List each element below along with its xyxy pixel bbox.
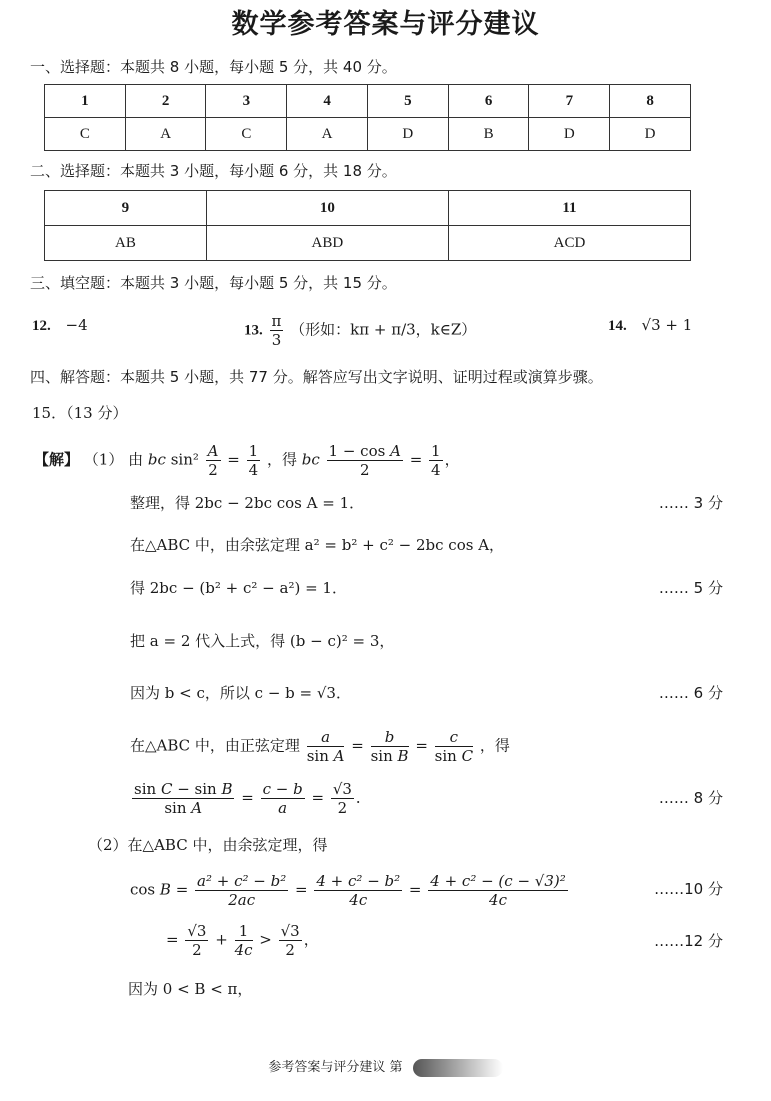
table2-cell: ACD	[448, 226, 690, 261]
q15-line-ineq: = $\frac{√3}{2}$ + $\frac{1}{4c}$ > $\frac{√3}{2}$ ，	[166, 922, 319, 959]
table1-header: 4	[287, 85, 368, 118]
table2-header: 11	[448, 191, 690, 226]
page-title: 数学参考答案与评分建议	[231, 9, 540, 40]
section-4-heading: 四、解答题：本题共 5 小题，共 77 分。解答应写出文字说明、证明过程或演算步骤。	[30, 368, 603, 386]
table1-cell: D	[529, 118, 610, 151]
q15-line-8: $\frac{\text{sin C − sin B}}{\text{sin A}}$ = $\frac{c - b}{a}$ = $\frac{√3}{2}$ ．	[134, 780, 371, 817]
q13-number: 13.	[244, 322, 263, 339]
table1-cell: D	[610, 118, 691, 151]
frac-cosB-2: $\frac{\text{4 + c² − b²}}{4c}$	[316, 872, 401, 909]
table1-cell: C	[206, 118, 287, 151]
score-3: …… 3 分	[658, 494, 723, 512]
table1-cell: B	[448, 118, 529, 151]
frac-sqrt3-2-b: $\frac{√3}{2}$	[280, 922, 300, 959]
table2-header: 9	[45, 191, 207, 226]
fill-q12	[32, 316, 88, 335]
q12-answer: −4	[65, 316, 88, 334]
frac-sqrt3-over-2: $\frac{√3}{2}$	[332, 780, 352, 817]
q15-line-9: 因为 0 < B < π，	[128, 980, 253, 998]
frac-sinC-minus-sinB: $\frac{\text{sin C − sin B}}{\text{sin A}}$	[134, 780, 233, 817]
score-12: ……12 分	[654, 932, 723, 950]
table2-cell: ABD	[206, 226, 448, 261]
q15-line-4: 得 2bc − (b² + c² − a²) = 1．	[130, 579, 347, 597]
frac-1-over-4: $\frac{1}{4}$	[248, 442, 259, 479]
frac-sqrt3-2-a: $\frac{√3}{2}$	[187, 922, 207, 959]
table2-header: 10	[206, 191, 448, 226]
frac-a-sinA: $\frac{a}{\text{sin A}}$	[306, 728, 345, 765]
q15-line-6: 因为 b < c，所以 c − b = √3．	[130, 684, 351, 702]
footer-text: 参考答案与评分建议 第	[268, 1060, 403, 1075]
score-8: …… 8 分	[658, 789, 723, 807]
frac-c-minus-b-over-a: $\frac{c - b}{a}$	[262, 780, 303, 817]
fill-q13	[244, 312, 476, 349]
q15-l7-text-b: ，得	[479, 736, 510, 755]
score-6: …… 6 分	[658, 684, 723, 702]
part-2-heading: （2）在△ABC 中，由余弦定理，得	[88, 836, 328, 854]
table1-header: 6	[448, 85, 529, 118]
part-1-label: （1）	[83, 450, 124, 469]
table1-cell: C	[45, 118, 126, 151]
page-footer	[0, 1056, 771, 1077]
answer-table-1	[44, 84, 691, 151]
table1-header: 1	[45, 85, 126, 118]
section-3-heading: 三、填空题：本题共 3 小题，每小题 5 分，共 15 分。	[30, 274, 397, 292]
table1-cell: A	[287, 118, 368, 151]
q15-line-5: 把 a = 2 代入上式，得 (b − c)² = 3，	[130, 632, 395, 650]
frac-1-over-4-b: $\frac{1}{4}$	[431, 442, 441, 479]
frac-1-minus-cosA-over-2: $\frac{\text{1 − cos A}}{2}$	[328, 442, 401, 479]
table1-cell: A	[125, 118, 206, 151]
q15-heading: 15．（13 分）	[32, 404, 128, 422]
q14-number: 14.	[608, 318, 627, 334]
q15-line-2: 整理，得 2bc − 2bc cos A = 1．	[130, 494, 365, 512]
frac-1-4c: $\frac{1}{4c}$	[234, 922, 253, 959]
table1-header: 7	[529, 85, 610, 118]
score-10: ……10 分	[654, 880, 723, 898]
frac-b-sinB: $\frac{b}{\text{sin B}}$	[370, 728, 409, 765]
q13-note: （形如：kπ + π/3，k∈Z）	[290, 320, 477, 339]
fill-q14	[608, 316, 692, 335]
q15-line-cosB: cos B = $\frac{\text{a² + c² − b²}}{2ac}$ = $\frac{\text{4 + c² − b²}}{4c}$ = $\frac{\text{4 + c² − (c − √3)²}}{4c}$	[130, 872, 566, 909]
q12-number: 12.	[32, 318, 51, 334]
table1-cell: D	[367, 118, 448, 151]
q14-answer: √3 + 1	[641, 316, 693, 334]
answer-table-2	[44, 190, 691, 261]
table1-header: 5	[367, 85, 448, 118]
q13-answer-fraction: $\frac{\pi}{3}$	[271, 312, 282, 349]
section-2-heading: 二、选择题：本题共 3 小题，每小题 6 分，共 18 分。	[30, 162, 397, 180]
footer-smudge	[413, 1059, 503, 1077]
q15-l1-text-a: 由	[128, 450, 144, 469]
table1-header: 2	[125, 85, 206, 118]
q15-line-3: 在△ABC 中，由余弦定理 a² = b² + c² − 2bc cos A，	[130, 536, 505, 554]
table1-header: 8	[610, 85, 691, 118]
q15-line-1: 【解】 （1） 由 bc sin² $\frac{A}{2}$ = $\frac{1}{4}$ ，得 bc $\frac{\text{1 − cos A}}{2}$ = $\frac{1}{4}$ ，	[34, 442, 460, 479]
table2-cell: AB	[45, 226, 207, 261]
score-5: …… 5 分	[658, 579, 723, 597]
section-1-heading: 一、选择题：本题共 8 小题，每小题 5 分，共 40 分。	[30, 58, 397, 76]
q15-l1-text-b: ，得	[266, 450, 297, 469]
q15-line-7: 在△ABC 中，由正弦定理 $\frac{a}{\text{sin A}}$ = $\frac{b}{\text{sin B}}$ = $\frac{c}{\text{sin C}}$ ，得	[130, 728, 510, 765]
q15-l7-text: 在△ABC 中，由正弦定理	[130, 736, 300, 755]
frac-cosB-3: $\frac{\text{4 + c² − (c − √3)²}}{4c}$	[430, 872, 566, 909]
frac-c-sinC: $\frac{c}{\text{sin C}}$	[434, 728, 474, 765]
solution-tag: 【解】	[34, 450, 80, 469]
frac-a-over-2: $\frac{A}{2}$	[207, 442, 219, 479]
frac-cosB-1: $\frac{\text{a² + c² − b²}}{2ac}$	[197, 872, 287, 909]
table1-header: 3	[206, 85, 287, 118]
